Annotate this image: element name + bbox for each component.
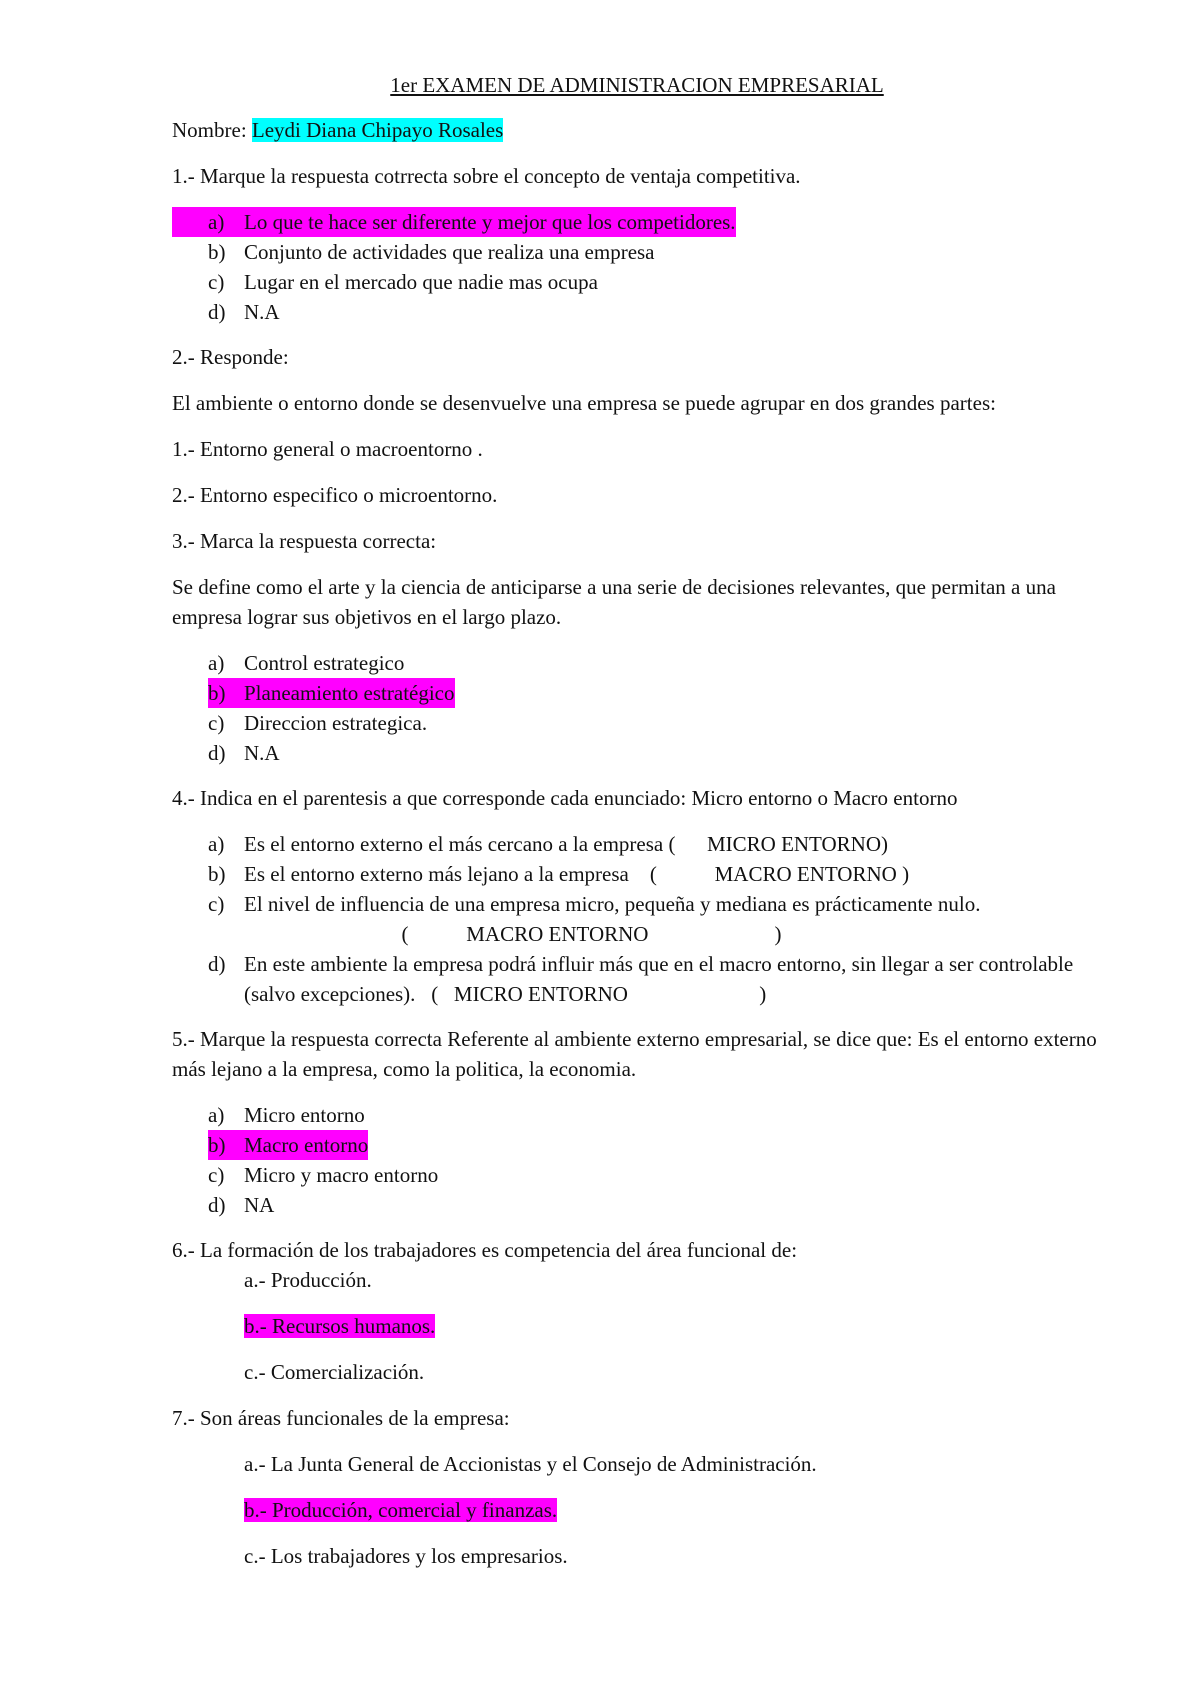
option-letter: b) [208, 681, 226, 705]
q5-option-b-highlight [208, 1130, 368, 1160]
q5-option-a [172, 1100, 1102, 1130]
option-text: Es el entorno externo el más cercano a la empresa ( [244, 832, 676, 856]
option-letter: d) [208, 300, 226, 324]
exam-document [172, 70, 1102, 1587]
q1-option-d [172, 297, 1102, 327]
q7-option-c: c.- Los trabajadores y los empresarios. [244, 1544, 568, 1568]
q4-option-d [172, 949, 1102, 1009]
option-text: NA [244, 1193, 275, 1217]
option-text: Planeamiento estratégico [244, 681, 455, 705]
q3-option-c [172, 708, 1102, 738]
option-letter: d) [208, 1193, 226, 1217]
option-text: Macro entorno [244, 1133, 369, 1157]
q1-option-b [172, 237, 1102, 267]
name-label: Nombre: [172, 118, 247, 142]
option-letter: b) [208, 240, 226, 264]
option-letter: d) [208, 952, 226, 976]
q1-option-a [172, 207, 1102, 237]
option-text: Lo que te hace ser diferente y mejor que los competidores. [244, 210, 736, 234]
q6-option-b: b.- Recursos humanos. [244, 1314, 436, 1338]
option-text: Lugar en el mercado que nadie mas ocupa [244, 270, 598, 294]
option-letter: c) [208, 711, 225, 735]
q1-option-a-highlight [172, 207, 736, 237]
option-text: N.A [244, 300, 280, 324]
option-text: Control estrategico [244, 651, 405, 675]
q3-option-d [172, 738, 1102, 768]
q7-option-b: b.- Producción, comercial y finanzas. [244, 1498, 558, 1522]
option-text: Micro entorno [244, 1103, 365, 1127]
question-4-options [172, 829, 1102, 1009]
option-text: En este ambiente la empresa podrá influir más que en el macro entorno, sin llegar a ser controlable (salvo excepciones). [244, 952, 1074, 1006]
student-name: Leydi Diana Chipayo Rosales [251, 118, 504, 142]
question-5-options [172, 1100, 1102, 1220]
question-7-options [244, 1449, 1102, 1571]
question-3-statement: Se define como el arte y la ciencia de anticiparse a una serie de decisiones relevantes, que permitan a una empresa lograr sus objetivos en el largo plazo. [172, 575, 1056, 629]
q7-option-a: a.- La Junta General de Accionistas y el Consejo de Administración. [244, 1452, 817, 1476]
question-2-statement: El ambiente o entorno donde se desenvuelve una empresa se puede agrupar en dos grandes partes: [172, 391, 996, 415]
q4-option-b [172, 859, 1102, 889]
q3-option-b [172, 678, 1102, 708]
question-7-prompt: 7.- Son áreas funcionales de la empresa: [172, 1406, 510, 1430]
q1-option-c [172, 267, 1102, 297]
question-2-answer-1: 1.- Entorno general o macroentorno . [172, 437, 483, 461]
option-letter: a) [208, 1103, 225, 1127]
q4-option-c [172, 889, 1102, 949]
option-text: N.A [244, 741, 280, 765]
option-letter: c) [208, 1163, 225, 1187]
question-6-prompt: 6.- La formación de los trabajadores es competencia del área funcional de: [172, 1238, 798, 1262]
q4-option-a [172, 829, 1102, 859]
question-2-prompt: 2.- Responde: [172, 345, 289, 369]
name-line [172, 115, 1102, 145]
option-letter: b) [208, 862, 226, 886]
option-answer: ( MACRO ENTORNO ) [628, 862, 910, 886]
option-text: Conjunto de actividades que realiza una empresa [244, 240, 655, 264]
exam-title: 1er EXAMEN DE ADMINISTRACION EMPRESARIAL [390, 73, 884, 97]
option-letter: b) [208, 1133, 226, 1157]
q3-option-a [172, 648, 1102, 678]
option-letter: a) [208, 210, 225, 234]
option-letter: c) [208, 270, 225, 294]
question-1-options [172, 207, 1102, 327]
option-text: Es el entorno externo más lejano a la empresa [244, 862, 629, 886]
option-letter: a) [208, 832, 225, 856]
q5-option-d [172, 1190, 1102, 1220]
question-3-options [172, 648, 1102, 768]
q7-option-b-line [244, 1495, 1102, 1525]
option-letter: a) [208, 651, 225, 675]
option-text: Direccion estrategica. [244, 711, 428, 735]
q6-option-c: c.- Comercialización. [244, 1360, 425, 1384]
option-answer: MICRO ENTORNO) [675, 832, 889, 856]
question-4-prompt: 4.- Indica en el parentesis a que corresponde cada enunciado: Micro entorno o Macro entorno [172, 786, 958, 810]
q5-option-b [172, 1130, 1102, 1160]
option-answer: ( MICRO ENTORNO ) [415, 982, 767, 1006]
option-text: El nivel de influencia de una empresa micro, pequeña y mediana es prácticamente nulo. [244, 892, 981, 916]
question-2-answer-2: 2.- Entorno especifico o microentorno. [172, 483, 498, 507]
option-letter: d) [208, 741, 226, 765]
option-text: Micro y macro entorno [244, 1163, 439, 1187]
option-answer: ( MACRO ENTORNO ) [244, 922, 782, 946]
q6-option-b-line [244, 1311, 1102, 1341]
question-3-prompt: 3.- Marca la respuesta correcta: [172, 529, 437, 553]
question-1-prompt: 1.- Marque la respuesta cotrrecta sobre el concepto de ventaja competitiva. [172, 164, 801, 188]
q6-option-a: a.- Producción. [244, 1268, 372, 1292]
option-letter: c) [208, 892, 225, 916]
q5-option-c [172, 1160, 1102, 1190]
question-5-prompt: 5.- Marque la respuesta correcta Referente al ambiente externo empresarial, se dice que: Es el entorno externo más lejano a la empresa, como la politica, la economia. [172, 1027, 1097, 1081]
q3-option-b-highlight [208, 678, 455, 708]
question-6-options [244, 1265, 1102, 1387]
